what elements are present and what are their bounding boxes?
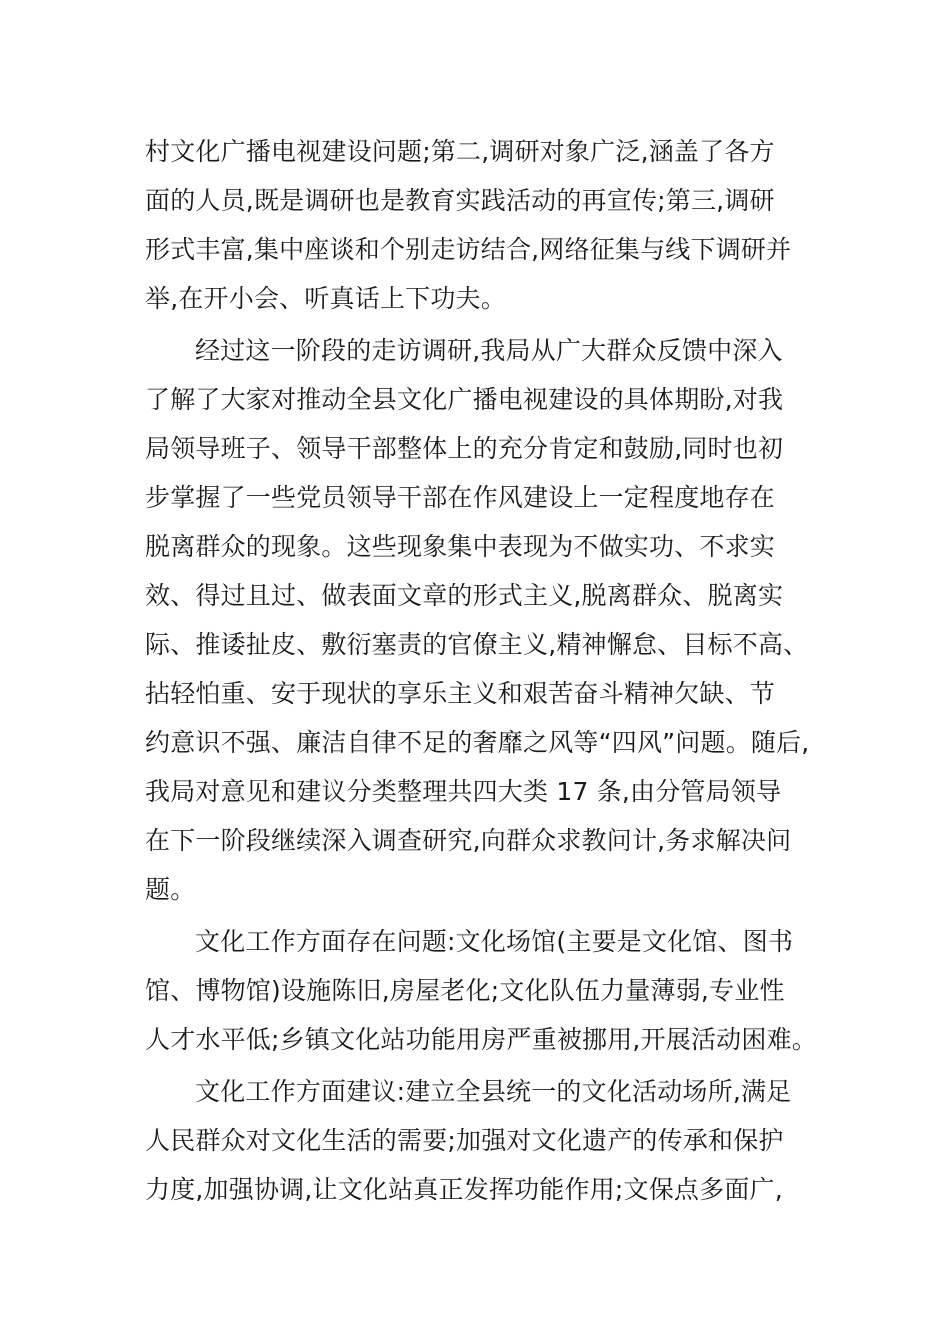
text-line: 人才水平低;乡镇文化站功能用房严重被挪用,开展活动困难。 (145, 1025, 817, 1054)
text-line: 我局对意见和建议分类整理共四大类 17 条,由分管局领导 (145, 777, 782, 806)
text-line: 人民群众对文化生活的需要;加强对文化遗产的传承和保护 (145, 1126, 784, 1155)
text-line: 效、得过且过、做表面文章的形式主义,脱离群众、脱离实 (145, 581, 784, 610)
paragraph-first-line: 文化工作方面建议:建立全县统一的文化活动场所,满足 (195, 1077, 792, 1106)
text-line: 拈轻怕重、安于现状的享乐主义和艰苦奋斗精神欠缺、节 (145, 679, 776, 708)
text-line: 举,在开小会、听真话上下功夫。 (145, 284, 506, 313)
text-line: 了解了大家对推动全县文化广播电视建设的具体期盼,对我 (145, 385, 784, 414)
text-line: 在下一阶段继续深入调查研究,向群众求教问计,务求解决问 (145, 826, 792, 855)
text-line: 步掌握了一些党员领导干部在作风建设上一定程度地存在 (145, 483, 776, 512)
text-line: 面的人员,既是调研也是教育实践活动的再宣传;第三,调研 (145, 186, 775, 215)
text-line: 脱离群众的现象。这些现象集中表现为不做实功、不求实 (145, 532, 776, 561)
text-line: 际、推诿扯皮、敷衍塞责的官僚主义,精神懈怠、目标不高、 (145, 630, 809, 659)
text-line: 约意识不强、廉洁自律不足的奢靡之风等“四风”问题。随后, (145, 728, 810, 757)
text-line: 局领导班子、领导干部整体上的充分肯定和鼓励,同时也初 (145, 434, 784, 463)
paragraph-first-line: 经过这一阶段的走访调研,我局从广大群众反馈中深入 (195, 336, 783, 365)
text-line: 形式丰富,集中座谈和个别走访结合,网络征集与线下调研并 (145, 235, 792, 264)
text-line: 题。 (145, 875, 196, 904)
text-line: 村文化广播电视建设问题;第二,调研对象广泛,涵盖了各方 (145, 137, 775, 166)
text-line: 馆、博物馆)设施陈旧,房屋老化;文化队伍力量薄弱,专业性 (145, 976, 785, 1005)
text-line: 力度,加强协调,让文化站真正发挥功能作用;文保点多面广, (145, 1175, 783, 1204)
paragraph-first-line: 文化工作方面存在问题:文化场馆(主要是文化馆、图书 (195, 927, 794, 956)
